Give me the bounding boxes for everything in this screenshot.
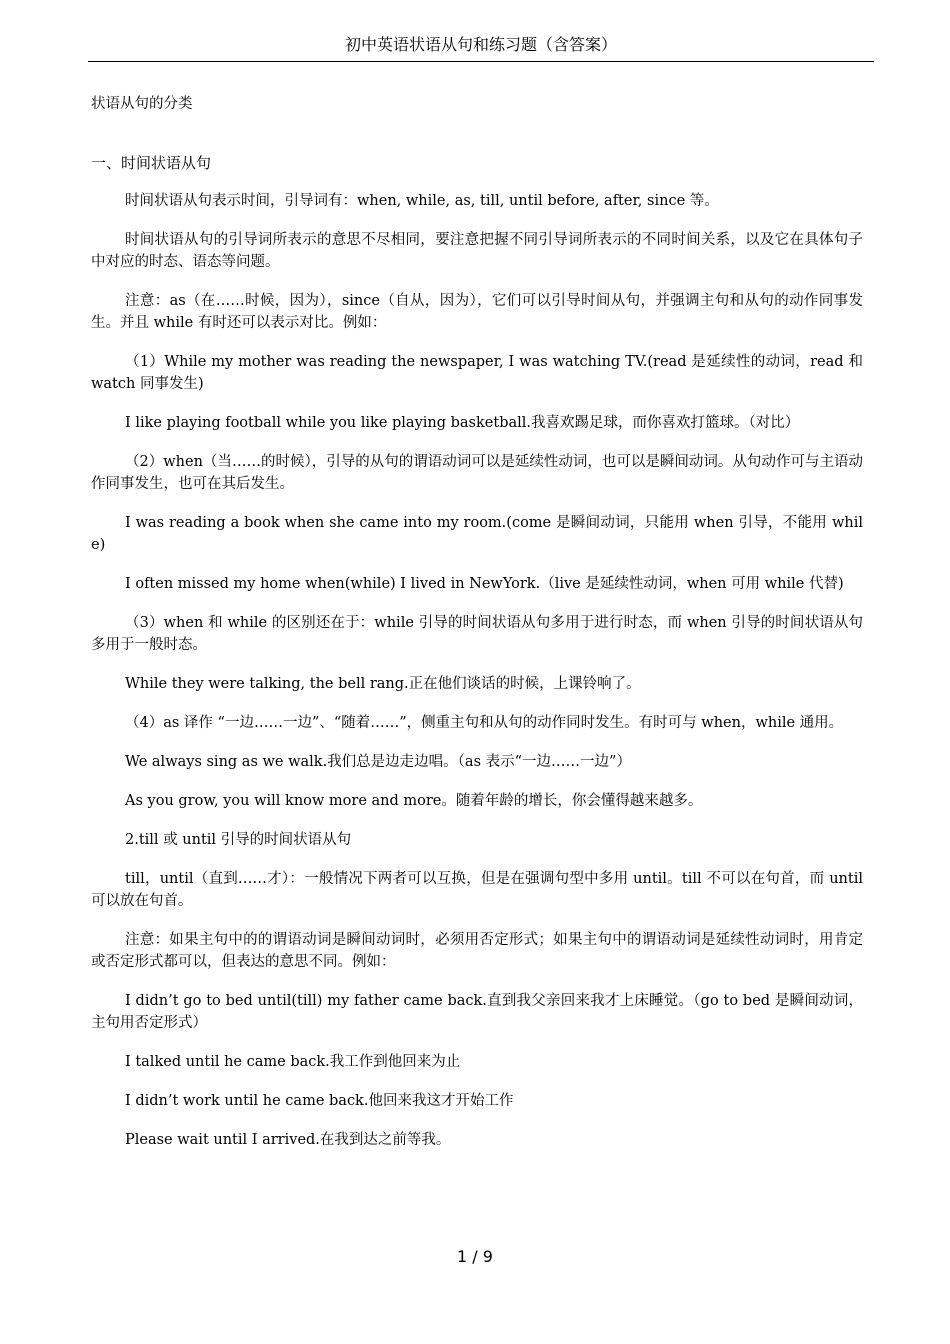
paragraph-meaning-note: 时间状语从句的引导词所表示的意思不尽相同，要注意把握不同引导词所表示的不同时间关系，以及它在具体句子中对应的时态、语态等问题。 [91,232,863,270]
paragraph-contrast-example: I like playing football while you like playing basketball.我喜欢踢足球，而你喜欢打篮球。（对比） [125,415,800,431]
document-header-title: 初中英语状语从句和练习题（含答案） [344,35,617,54]
paragraph-while-example: （1）While my mother was reading the newspaper, I was watching TV.(read 是延续性的动词，read 和 watch 同事发生) [91,354,863,392]
paragraph-when-while-difference: （3）when 和 while 的区别还在于：while 引导的时间状语从句多用于进行时态，而 when 引导的时间状语从句多用于一般时态。 [91,615,863,653]
subheading-till-until: 2.till 或 until 引导的时间状语从句 [125,832,352,848]
paragraph-sing-example: We always sing as we walk.我们总是边走边唱。（as 表示“一边……一边”） [125,754,631,770]
paragraph-bell-example: While they were talking, the bell rang.正在他们谈话的时候，上课铃响了。 [125,676,641,692]
paragraph-when-example: I was reading a book when she came into my room.(come 是瞬间动词，只能用 when 引导，不能用 while) [91,515,863,553]
section-heading-time-clause: 一、时间状语从句 [91,154,212,172]
paragraph-talked-example: I talked until he came back.我工作到他回来为止 [125,1054,461,1070]
paragraph-bed-example: I didn’t go to bed until(till) my father came back.直到我父亲回来我才上床睡觉。（go to bed 是瞬间动词，主句用否定形式） [91,993,863,1031]
paragraph-grow-example: As you grow, you will know more and more。随着年龄的增长，你会懂得越来越多。 [125,793,703,809]
category-heading: 状语从句的分类 [91,96,193,112]
paragraph-as-since-note: 注意：as（在……时候，因为），since（自从，因为），它们可以引导时间从句，并强调主句和从句的动作同事发生。并且 while 有时还可以表示对比。例如： [91,293,863,331]
document-body [91,93,863,1168]
header-divider [88,61,874,62]
paragraph-intro-conjunctions: 时间状语从句表示时间，引导词有：when, while, as, till, until before, after, since 等。 [125,193,719,209]
paragraph-work-example: I didn’t work until he came back.他回来我这才开始工作 [125,1093,514,1109]
paragraph-as-rule: （4）as 译作 “一边……一边”、“随着……”，侧重主句和从句的动作同时发生。有时可与 when，while 通用。 [125,715,844,731]
paragraph-wait-example: Please wait until I arrived.在我到达之前等我。 [125,1132,451,1148]
paragraph-when-while-example: I often missed my home when(while) I lived in NewYork.（live 是延续性动词，when 可用 while 代替) [125,576,844,592]
paragraph-when-rule: （2）when（当……的时候），引导的从句的谓语动词可以是延续性动词，也可以是瞬间动词。从句动作可与主语动作同事发生，也可在其后发生。 [91,454,863,492]
paragraph-verb-note: 注意：如果主句中的的谓语动词是瞬间动词时，必须用否定形式；如果主句中的谓语动词是延续性动词时，用肯定或否定形式都可以，但表达的意思不同。例如： [91,932,863,970]
paragraph-till-until-rule: till，until（直到……才）：一般情况下两者可以互换，但是在强调句型中多用 until。till 不可以在句首，而 until 可以放在句首。 [91,871,863,909]
page-number: 1 / 9 [457,1247,493,1266]
